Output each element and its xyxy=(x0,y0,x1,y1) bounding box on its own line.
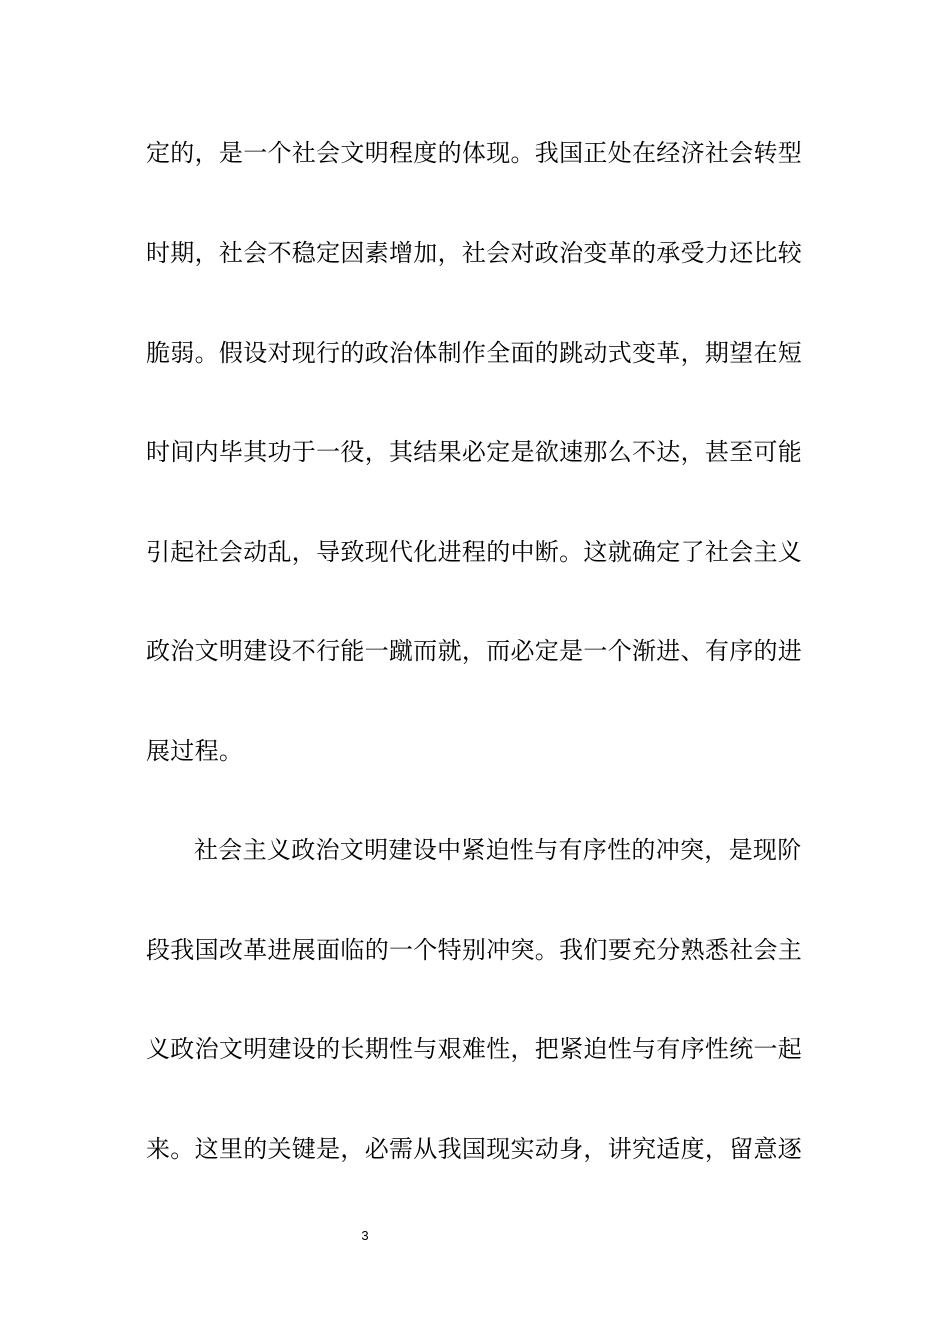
text-line: 段我国改革进展面临的一个特别冲突。我们要充分熟悉社会主 xyxy=(146,936,803,964)
text-line: 脆弱。假设对现行的政治体制作全面的跳动式变革，期望在短 xyxy=(146,339,803,367)
text-line: 定的，是一个社会文明程度的体现。我国正处在经济社会转型 xyxy=(146,139,803,167)
text-line: 时期，社会不稳定因素增加，社会对政治变革的承受力还比较 xyxy=(146,239,803,267)
text-line: 引起社会动乱，导致现代化进程的中断。这就确定了社会主义 xyxy=(146,538,803,566)
text-line: 展过程。 xyxy=(146,737,244,765)
text-line: 时间内毕其功于一役，其结果必定是欲速那么不达，甚至可能 xyxy=(146,438,803,466)
text-line: 义政治文明建设的长期性与艰难性，把紧迫性与有序性统一起 xyxy=(146,1035,803,1063)
text-line: 来。这里的关键是，必需从我国现实动身，讲究适度，留意逐 xyxy=(146,1135,803,1163)
page-number: 3 xyxy=(361,1228,369,1243)
text-line: 政治文明建设不行能一蹴而就，而必定是一个渐进、有序的进 xyxy=(146,637,803,665)
text-line: 社会主义政治文明建设中紧迫性与有序性的冲突，是现阶 xyxy=(194,836,802,864)
